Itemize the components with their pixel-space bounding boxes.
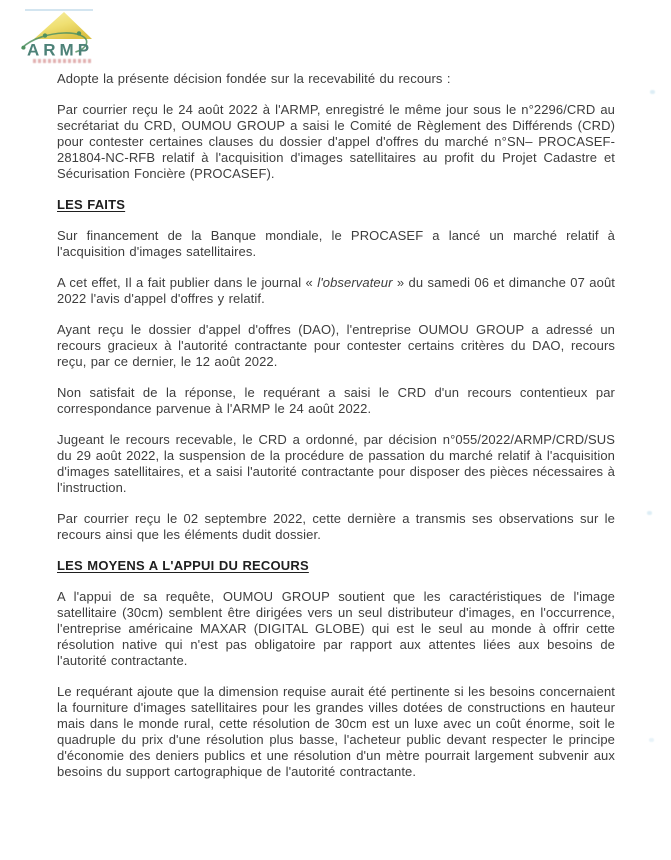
paragraph-publication-journal bbox=[57, 275, 615, 307]
paragraph-courrier-24-aout: Par courrier reçu le 24 août 2022 à l'ARMP, enregistré le même jour sous le n°2296/CRD au secrétariat du CRD, OUMOU GROUP a saisi le Comité de Règlement des Différends (CRD) pour contester certaines clauses du dossier d'appel d'offres du marché n°SN– PROCASEF- 281804-NC-RFB relatif à l'acquisition d'images satellitaires au profit du Projet Cadastre et Sécurisation Foncière (PROCASEF). bbox=[57, 102, 615, 181]
armp-logo bbox=[18, 8, 102, 68]
scan-artifact-speck bbox=[649, 738, 654, 742]
paragraph-segment: » du samedi 06 et dimanche 07 août 2022 l'avis d'appel d'offres y relatif. bbox=[57, 275, 615, 306]
document-text bbox=[57, 71, 615, 795]
section-heading-les-moyens: LES MOYENS A L'APPUI DU RECOURS bbox=[57, 558, 309, 573]
logo-tagline-illegible bbox=[33, 59, 93, 63]
paragraph-requerant-ajoute: Le requérant ajoute que la dimension requise aurait été pertinente si les besoins concernaient la fourniture d'images satellitaires pour les grandes villes dotées de constructions en hauteur mais dans le monde rural, cette résolution de 30cm est un luxe avec un coût énorme, soit le quadruple du prix d'une résolution plus basse, l'acheteur public devant respecter le principe d'économie des deniers publics et une résolution d'un mètre pourrait largement subvenir aux besoins du support cartographique de l'autorité contractante. bbox=[57, 684, 615, 779]
scan-artifact-speck bbox=[650, 90, 655, 94]
paragraph-recours-contentieux: Non satisfait de la réponse, le requérant a saisi le CRD d'un recours contentieux par correspondance parvenue à l'ARMP le 24 août 2022. bbox=[57, 385, 615, 416]
logo-orbit-dot-icon bbox=[22, 46, 26, 50]
paragraph-observations: Par courrier reçu le 02 septembre 2022, cette dernière a transmis ses observations sur le recours ainsi que les éléments dudit dossier. bbox=[57, 511, 615, 542]
paragraph-adopte: Adopte la présente décision fondée sur la recevabilité du recours : bbox=[57, 71, 451, 86]
logo-pyramid-icon bbox=[34, 12, 92, 39]
journal-name-italic: l'observateur bbox=[317, 275, 393, 290]
logo-orbit-dot-icon bbox=[43, 33, 47, 37]
scan-artifact-speck bbox=[647, 511, 652, 515]
logo-acronym: ARMP bbox=[27, 40, 94, 60]
logo-orbit-dot-icon bbox=[77, 31, 81, 35]
paragraph-financement: Sur financement de la Banque mondiale, le PROCASEF a lancé un marché relatif à l'acquisition d'images satellitaires. bbox=[57, 228, 615, 259]
paragraph-recours-gracieux: Ayant reçu le dossier d'appel d'offres (DAO), l'entreprise OUMOU GROUP a adressé un recours gracieux à l'autorité contractante pour contester certains critères du DAO, recours reçu, par ce dernier, le 12 août 2022. bbox=[57, 322, 615, 369]
paragraph-requete-oumou: A l'appui de sa requête, OUMOU GROUP soutient que les caractéristiques de l'image satellitaire (30cm) semblent être dirigées vers un seul distributeur d'images, en l'occurrence, l'entreprise américaine MAXAR (DIGITAL GLOBE) qui est le seul au monde à offrir cette résolution native qui n'est pas obligatoire par rapport aux attentes liées aux besoins de l'autorité contractante. bbox=[57, 589, 615, 668]
armp-logo-graphic bbox=[18, 8, 102, 64]
section-heading-les-faits: LES FAITS bbox=[57, 197, 126, 212]
paragraph-segment: A cet effet, Il a fait publier dans le journal « bbox=[57, 275, 318, 290]
paragraph-suspension: Jugeant le recours recevable, le CRD a ordonné, par décision n°055/2022/ARMP/CRD/SUS du 29 août 2022, la suspension de la procédure de passation du marché relatif à l'acquisition d'images satellitaires, et a saisi l'autorité contractante pour disposer des pièces nécessaires à l'instruction. bbox=[57, 432, 615, 495]
